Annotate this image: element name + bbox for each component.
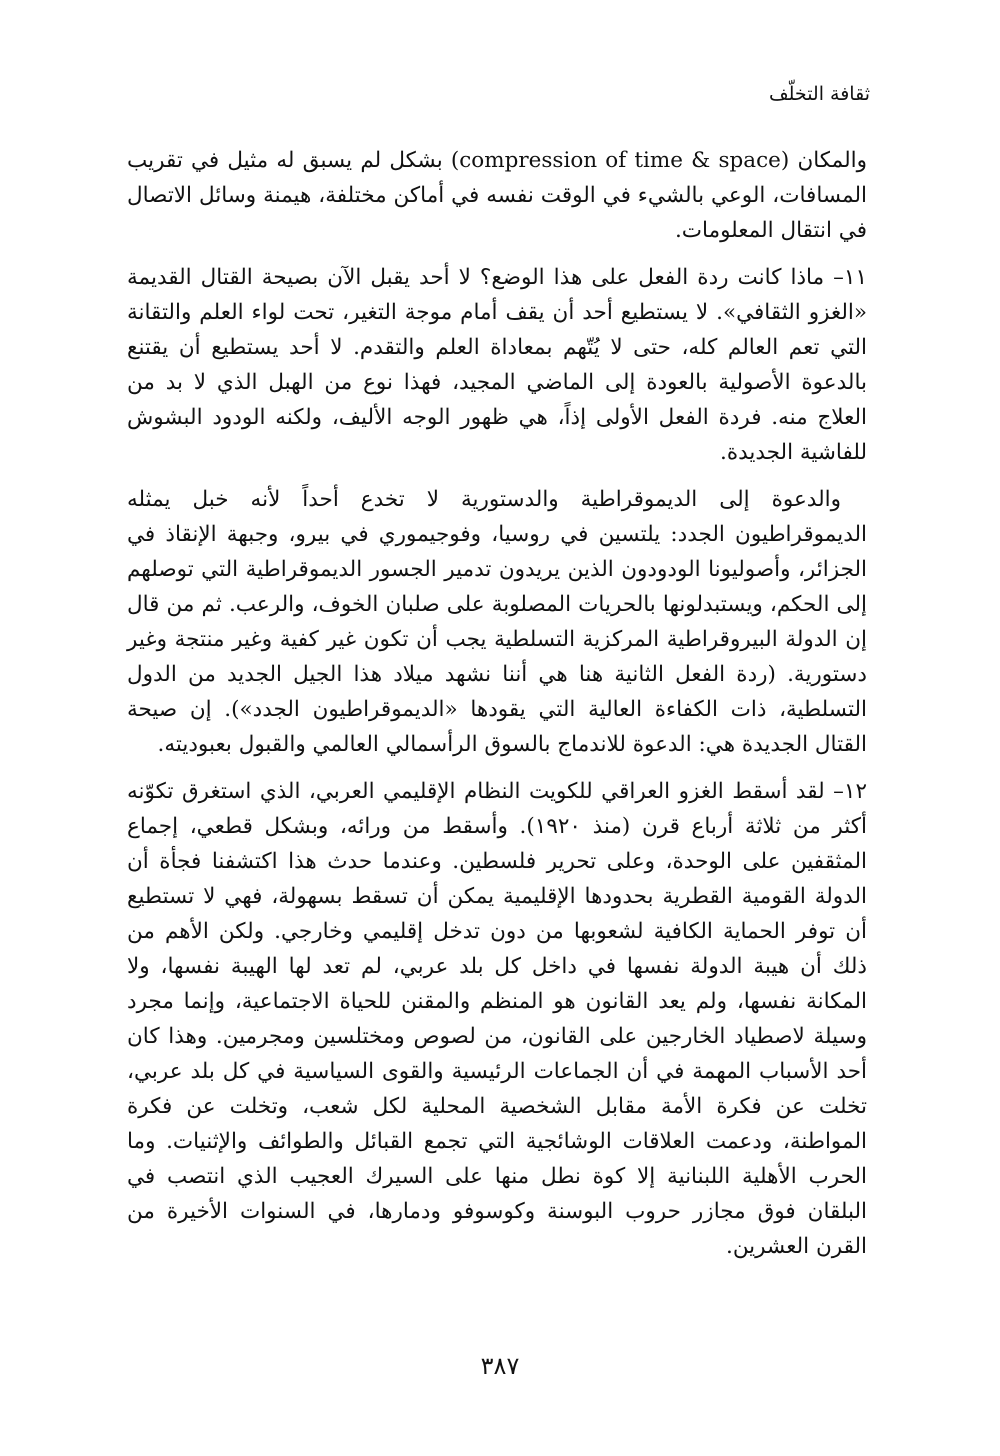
running-header-title: ثقافة التخلّف	[768, 83, 870, 105]
paragraph-democracy: والدعوة إلى الديموقراطية والدستورية لا تخدع أحداً لأنه خبل يمثله الديموقراطيون الجدد: يلتسين في روسيا، وفوجيموري في بيرو، وجبهة الإنقاذ في الجزائر، وأصوليونا الودودون الذين يريدون تدمير الجسور الديموقراطية التي توصلهم إلى الحكم، ويستبدلونها بالحريات المصلوبة على صلبان الخوف، والرعب. ثم من قال إن الدولة البيروقراطية المركزية التسلطية يجب أن تكون غير كفية وغير منتجة وغير دستورية. (ردة الفعل الثانية هنا هي أننا نشهد ميلاد هذا الجيل الجديد من الدول التسلطية، ذات الكفاءة العالية التي يقودها «الديموقراطيون الجدد»). إن صيحة القتال الجديدة هي: الدعوة للاندماج بالسوق الرأسمالي العالمي والقبول بعبوديته.	[127, 487, 867, 757]
body-text	[127, 143, 867, 1264]
paragraph-11: ١١– ماذا كانت ردة الفعل على هذا الوضع؟ لا أحد يقبل الآن بصيحة القتال القديمة «الغزو الثقافي». لا يستطيع أحد أن يقف أمام موجة التغير، تحت لواء العلم والتقانة التي تعم العالم كله، حتى لا يُتّهم بمعاداة العلم والتقدم. لا أحد يستطيع أن يقتنع بالدعوة الأصولية بالعودة إلى الماضي المجيد، فهذا نوع من الهبل الذي لا بد من العلاج منه. فردة الفعل الأولى إذاً، هي ظهور الوجه الأليف، ولكنه الودود البشوش للفاشية الجديدة.	[127, 265, 867, 465]
page-number: ٣٨٧	[480, 1352, 520, 1380]
paragraph-12: ١٢– لقد أسقط الغزو العراقي للكويت النظام الإقليمي العربي، الذي استغرق تكوّنه أكثر من ثلاثة أرباع قرن (منذ ١٩٢٠). وأسقط من ورائه، وبشكل قطعي، إجماع المثقفين على الوحدة، وعلى تحرير فلسطين. وعندما حدث هذا اكتشفنا فجأة أن الدولة القومية القطرية بحدودها الإقليمية يمكن أن تسقط بسهولة، فهي لا تستطيع أن توفر الحماية الكافية لشعوبها من دون تدخل إقليمي وخارجي. ولكن الأهم من ذلك أن هيبة الدولة نفسها في داخل كل بلد عربي، لم تعد لها الهيبة نفسها، ولا المكانة نفسها، ولم يعد القانون هو المنظم والمقنن للحياة الاجتماعية، وإنما مجرد وسيلة لاصطياد الخارجين على القانون، من لصوص ومختلسين ومجرمين. وهذا كان أحد الأسباب المهمة في أن الجماعات الرئيسية والقوى السياسية في كل بلد عربي، تخلت عن فكرة الأمة مقابل الشخصية المحلية لكل شعب، وتخلت عن فكرة المواطنة، ودعمت العلاقات الوشائجية التي تجمع القبائل والطوائف والإثنيات. وما الحرب الأهلية اللبنانية إلا كوة نطل منها على السيرك العجيب الذي انتصب في البلقان فوق مجازر حروب البوسنة وكوسوفو ودمارها، في السنوات الأخيرة من القرن العشرين.	[127, 779, 867, 1259]
paragraph-continuation: والمكان (compression of time & space) بشكل لم يسبق له مثيل في تقريب المسافات، الوعي بالشيء في الوقت نفسه في أماكن مختلفة، هيمنة وسائل الاتصال في انتقال المعلومات.	[127, 148, 867, 243]
